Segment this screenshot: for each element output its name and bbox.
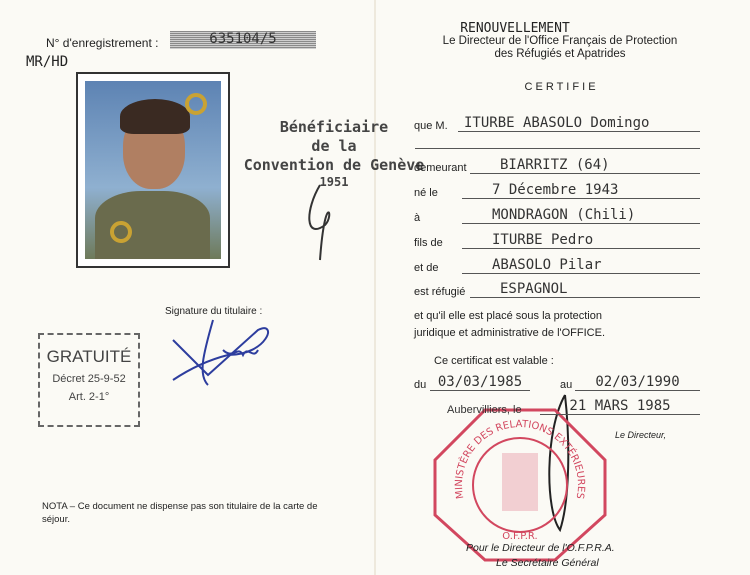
- field-label: né le: [414, 187, 438, 199]
- stamp-line: Bénéficiaire: [279, 118, 389, 136]
- holder-signature: [168, 315, 278, 390]
- field-label: à: [414, 212, 421, 224]
- field-value: 7 Décembre 1943: [462, 182, 700, 199]
- gratuite-stamp: [38, 333, 140, 427]
- field-label: demeurant: [414, 162, 467, 174]
- seal-bottom: O.F.P.R.: [502, 531, 538, 542]
- field-value: ABASOLO Pilar: [462, 257, 700, 274]
- heading: RENOUVELLEMENT: [460, 21, 570, 36]
- svg-text:MINISTÈRE DES RELATIONS EXTÉRI: [454, 419, 586, 500]
- gratuite-title: GRATUITÉ: [46, 347, 132, 366]
- field-value: ITURBE Pedro: [462, 232, 700, 249]
- valid-to-date: 02/03/1990: [575, 374, 700, 391]
- blank-line: [415, 148, 700, 149]
- field-label: est réfugié: [414, 286, 466, 298]
- field-label: que M.: [414, 120, 448, 132]
- eyelet-icon: [110, 221, 132, 243]
- stamp-line: de la: [311, 137, 357, 155]
- certifie: C E R T I F I E: [524, 81, 596, 93]
- header: [410, 22, 710, 94]
- nota-text: NOTA – Ce document ne dispense pas son titulaire de la carte de séjour.: [42, 501, 318, 525]
- field-label: fils de: [414, 237, 443, 249]
- stamp-line: Convention de Genève: [243, 156, 425, 174]
- field-label: et de: [414, 262, 439, 274]
- issue-date: 21 MARS 1985: [540, 398, 700, 415]
- eyelet-icon: [185, 93, 207, 115]
- holder-photo: [85, 81, 221, 259]
- field-value: ESPAGNOL: [470, 281, 700, 298]
- pour-directeur: Pour le Directeur de l'O.F.P.R.A.: [466, 542, 615, 554]
- stamp-line: 1951: [319, 175, 349, 189]
- signature-label: Signature du titulaire :: [165, 306, 263, 317]
- place-label: Aubervilliers, le: [447, 404, 522, 416]
- convention-stamp: [234, 118, 434, 189]
- protection-text: juridique et administrative de l'OFFICE.: [414, 327, 606, 339]
- registration-label: N° d'enregistrement :: [46, 36, 159, 50]
- from-label: du: [414, 379, 427, 391]
- field-value: BIARRITZ (64): [470, 157, 700, 174]
- field-value: MONDRAGON (Chili): [462, 207, 700, 224]
- official-seal: [430, 405, 610, 565]
- page-fold: [374, 0, 376, 575]
- director-label: Le Directeur,: [615, 430, 667, 440]
- photo-frame: [76, 72, 230, 268]
- protection-text: et qu'il elle est placé sous la protection: [414, 310, 602, 322]
- issuer-line: Le Directeur de l'Office Français de Protection: [442, 35, 678, 47]
- gratuite-decret: Décret 25-9-52: [52, 373, 126, 385]
- secretaire-general: Le Secrétaire Général: [496, 557, 599, 569]
- issuer-line: des Réfugiés et Apatrides: [494, 48, 626, 60]
- registration-number: 635104/5: [170, 31, 316, 49]
- official-initials-signature: [300, 180, 350, 265]
- to-label: au: [560, 379, 573, 391]
- gratuite-art: Art. 2-1°: [68, 391, 110, 403]
- field-value: ITURBE ABASOLO Domingo: [458, 115, 700, 132]
- validity-label: Ce certificat est valable :: [434, 355, 554, 367]
- initials: MR/HD: [26, 54, 69, 70]
- valid-from-date: 03/03/1985: [430, 374, 530, 391]
- seal-text: MINISTÈRE DES RELATIONS EXTÉRIEURES: [453, 418, 587, 500]
